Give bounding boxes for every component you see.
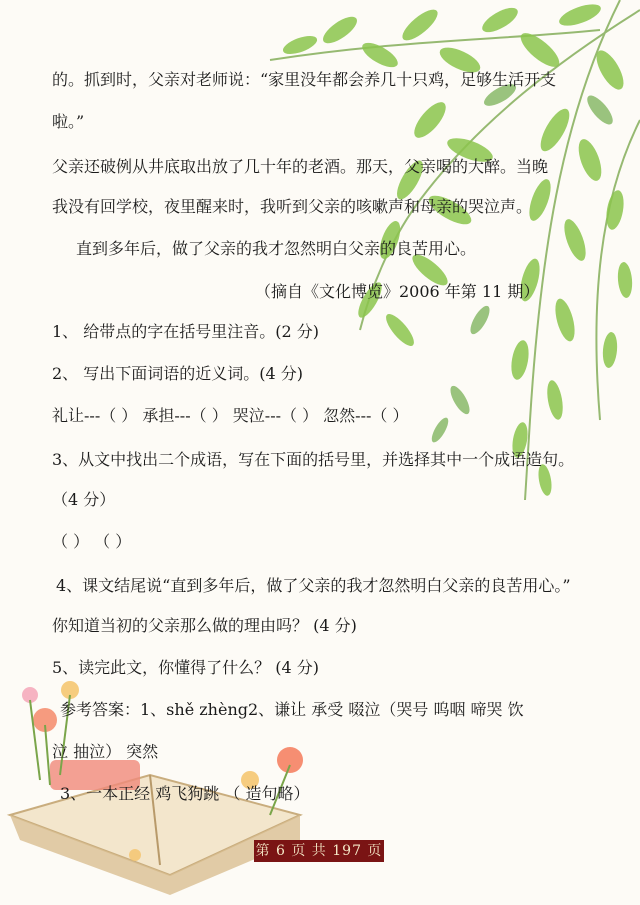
passage-paragraph2-line2: 我没有回学校，夜里醒来时，我听到父亲的咳嗽声和母亲的哭泣声。 (52, 197, 533, 216)
question-3-line2: （4 分） (52, 490, 116, 509)
answer-line2: 泣 抽泣） 突然 (52, 742, 159, 761)
answer-line1: 参考答案：1、shě zhèng2、谦让 承受 啜泣（哭号 呜咽 啼哭 饮 (60, 700, 524, 719)
question-3-blanks: （ ） （ ） (52, 532, 132, 551)
question-4-line2: 你知道当初的父亲那么做的理由吗？ (4 分) (52, 616, 357, 635)
passage-paragraph3: 直到多年后，做了父亲的我才忽然明白父亲的良苦用心。 (76, 239, 477, 258)
passage-paragraph1-line1: 的。抓到时，父亲对老师说：“家里没年都会养几十只鸡，足够生活开支 (52, 70, 557, 89)
question-2-items: 礼让---（ ） 承担---（ ） 哭泣---（ ） 忽然---（ ） (52, 406, 409, 425)
question-1: 1、 给带点的字在括号里注音。(2 分) (52, 322, 320, 341)
passage-paragraph1-line2: 啦。” (52, 112, 85, 131)
question-5: 5、读完此文，你懂得了什么？ (4 分) (52, 658, 320, 677)
page-number-label: 第 6 页 共 197 页 (254, 840, 384, 862)
question-2: 2、 写出下面词语的近义词。(4 分) (52, 364, 304, 383)
passage-paragraph2-line1: 父亲还破例从井底取出放了几十年的老酒。那天，父亲喝的大醉。当晚 (52, 157, 549, 176)
question-4-line1: 4、课文结尾说“直到多年后，做了父亲的我才忽然明白父亲的良苦用心。” (56, 576, 571, 595)
question-3-line1: 3、从文中找出二个成语，写在下面的括号里，并选择其中一个成语造句。 (52, 450, 575, 469)
passage-source: （摘自《文化博览》2006 年第 11 期） (255, 282, 540, 301)
answer-line3: 3、一本正经 鸡飞狗跳 （ 造句略） (60, 784, 310, 803)
